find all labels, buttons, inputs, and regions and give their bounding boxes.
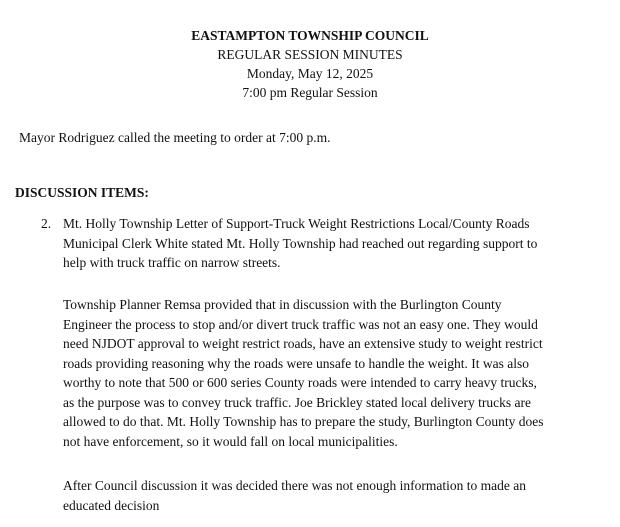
paragraph-line: as the purpose was to convey truck traffic. Joe Brickley stated local delivery trucks are bbox=[63, 394, 531, 410]
paragraph-line: Township Planner Remsa provided that in discussion with the Burlington County bbox=[63, 297, 502, 312]
decision-paragraph bbox=[63, 476, 615, 515]
paragraph-line: help with truck traffic on narrow streets. bbox=[63, 255, 281, 270]
planner-paragraph bbox=[63, 295, 615, 451]
item-title-paragraph bbox=[63, 214, 615, 273]
paragraph-line: worthy to note that 500 or 600 series County roads were intended to carry heavy trucks, bbox=[63, 375, 537, 390]
paragraph-line: allowed to do that. Mt. Holly Township has to prepare the study, Burlington County does bbox=[63, 414, 544, 429]
call-to-order: Mayor Rodriguez called the meeting to order at 7:00 p.m. bbox=[19, 130, 331, 145]
paragraph-line: roads providing reasoning why the roads were unsafe to handle the weight. It was also bbox=[63, 355, 530, 371]
paragraph-line: educated decision bbox=[63, 497, 160, 513]
paragraph-line: Engineer the process to stop and/or divert truck traffic was not an easy one. They would bbox=[63, 316, 538, 332]
paragraph-line: not have enforcement, so it would fall on local municipalities. bbox=[63, 433, 398, 449]
meeting-date: Monday, May 12, 2025 bbox=[246, 66, 374, 81]
document-header bbox=[0, 26, 620, 102]
council-title: EASTAMPTON TOWNSHIP COUNCIL bbox=[191, 28, 429, 43]
minutes-subtitle: REGULAR SESSION MINUTES bbox=[217, 47, 403, 62]
item-number: 2. bbox=[41, 216, 52, 231]
paragraph-line: After Council discussion it was decided there was not enough information to made an bbox=[63, 478, 527, 493]
paragraph-line: Municipal Clerk White stated Mt. Holly Township had reached out regarding support to bbox=[63, 235, 538, 251]
discussion-heading: DISCUSSION ITEMS: bbox=[15, 185, 149, 200]
item-title: Mt. Holly Township Letter of Support-Truck Weight Restrictions Local/County Roads bbox=[63, 216, 530, 231]
session-time: 7:00 pm Regular Session bbox=[242, 85, 378, 100]
paragraph-line: need NJDOT approval to weight restrict roads, have an extensive study to weight restrict bbox=[63, 336, 543, 351]
